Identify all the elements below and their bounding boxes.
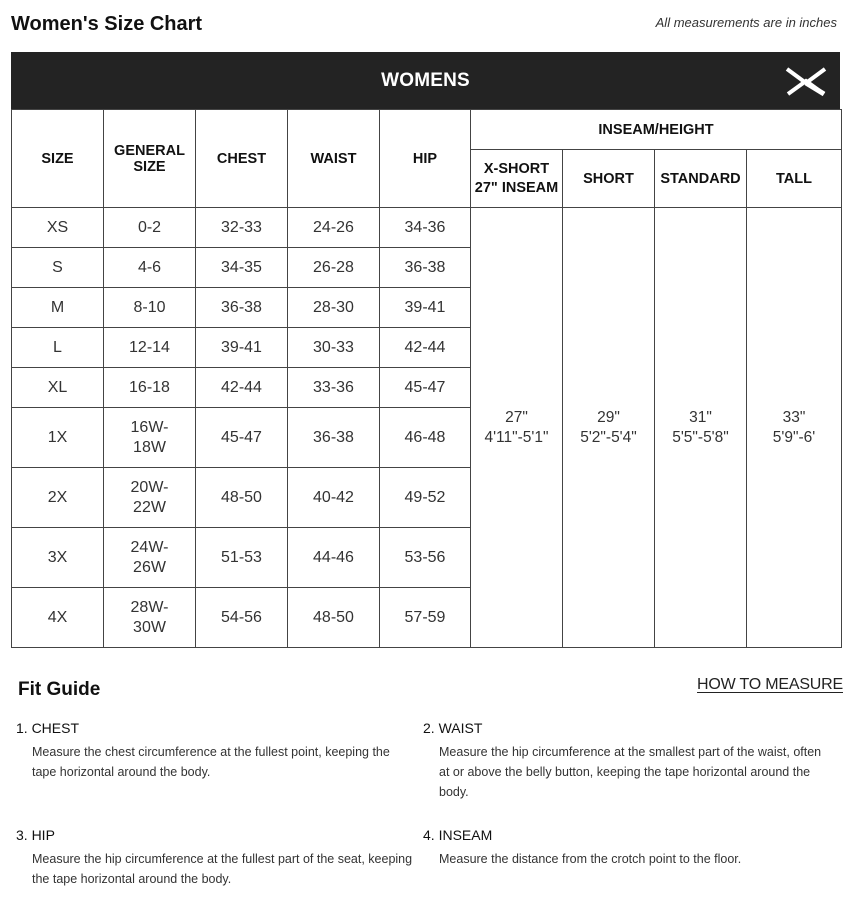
col-header-size: SIZE (12, 110, 104, 208)
units-note: All measurements are in inches (655, 15, 837, 30)
col-header-standard: STANDARD (655, 150, 747, 208)
cell-hip: 34-36 (380, 208, 471, 248)
cell-chest: 48-50 (196, 468, 288, 528)
cell-general-size: 4-6 (104, 248, 196, 288)
guide-text: Measure the distance from the crotch point to the floor. (439, 852, 742, 866)
col-header-chest: CHEST (196, 110, 288, 208)
guide-heading: 3. HIP (16, 827, 55, 843)
size-chart-table (11, 109, 842, 648)
cell-xshort-inseam-height: 27" 4'11"-5'1" (471, 208, 563, 648)
cell-size: S (12, 248, 104, 288)
col-header-hip: HIP (380, 110, 471, 208)
cell-general-size: 20W- 22W (104, 468, 196, 528)
table-row (12, 208, 842, 248)
cell-size: XL (12, 368, 104, 408)
col-header-inseam-height: INSEAM/HEIGHT (471, 110, 842, 150)
cell-size: 4X (12, 588, 104, 648)
guide-heading: 1. CHEST (16, 720, 80, 736)
cell-hip: 39-41 (380, 288, 471, 328)
cell-chest: 39-41 (196, 328, 288, 368)
cell-hip: 36-38 (380, 248, 471, 288)
brand-logo-icon (784, 65, 828, 97)
how-to-measure-link[interactable]: HOW TO MEASURE (697, 676, 843, 693)
cell-waist: 26-28 (288, 248, 380, 288)
col-header-tall: TALL (747, 150, 842, 208)
cell-waist: 28-30 (288, 288, 380, 328)
cell-general-size: 16-18 (104, 368, 196, 408)
banner-title: WOMENS (381, 70, 470, 91)
table-banner (11, 52, 840, 109)
col-header-xshort: X-SHORT 27" INSEAM (471, 150, 563, 208)
col-header-short: SHORT (563, 150, 655, 208)
cell-waist: 30-33 (288, 328, 380, 368)
cell-chest: 36-38 (196, 288, 288, 328)
fit-guide-title: Fit Guide (18, 679, 101, 700)
cell-hip: 45-47 (380, 368, 471, 408)
cell-general-size: 16W- 18W (104, 408, 196, 468)
cell-waist: 44-46 (288, 528, 380, 588)
page-title: Women's Size Chart (11, 13, 203, 35)
guide-heading: 2. WAIST (423, 720, 483, 736)
guide-item-chest (16, 720, 416, 782)
cell-hip: 53-56 (380, 528, 471, 588)
cell-waist: 24-26 (288, 208, 380, 248)
guide-text: Measure the chest circumference at the fullest point, keeping the tape horizontal around the body. (32, 745, 390, 779)
cell-chest: 32-33 (196, 208, 288, 248)
cell-chest: 54-56 (196, 588, 288, 648)
guide-item-hip (16, 827, 416, 889)
cell-chest: 42-44 (196, 368, 288, 408)
cell-waist: 33-36 (288, 368, 380, 408)
guide-heading: 4. INSEAM (423, 827, 493, 843)
cell-waist: 40-42 (288, 468, 380, 528)
cell-hip: 49-52 (380, 468, 471, 528)
cell-size: 1X (12, 408, 104, 468)
guide-item-inseam (423, 827, 823, 869)
cell-standard-inseam-height: 31" 5'5"-5'8" (655, 208, 747, 648)
cell-size: 2X (12, 468, 104, 528)
guide-text: Measure the hip circumference at the fullest part of the seat, keeping the tape horizontal around the body. (32, 852, 413, 886)
cell-chest: 45-47 (196, 408, 288, 468)
cell-general-size: 8-10 (104, 288, 196, 328)
cell-chest: 34-35 (196, 248, 288, 288)
cell-size: L (12, 328, 104, 368)
cell-waist: 48-50 (288, 588, 380, 648)
cell-tall-inseam-height: 33" 5'9"-6' (747, 208, 842, 648)
cell-hip: 46-48 (380, 408, 471, 468)
cell-hip: 42-44 (380, 328, 471, 368)
cell-size: M (12, 288, 104, 328)
cell-waist: 36-38 (288, 408, 380, 468)
cell-chest: 51-53 (196, 528, 288, 588)
cell-general-size: 0-2 (104, 208, 196, 248)
cell-general-size: 24W- 26W (104, 528, 196, 588)
cell-general-size: 12-14 (104, 328, 196, 368)
col-header-waist: WAIST (288, 110, 380, 208)
col-header-general-size: GENERAL SIZE (104, 110, 196, 208)
guide-text: Measure the hip circumference at the smallest part of the waist, often at or above the belly button, keeping the tape horizontal around the body. (439, 745, 822, 799)
cell-size: 3X (12, 528, 104, 588)
cell-general-size: 28W- 30W (104, 588, 196, 648)
cell-hip: 57-59 (380, 588, 471, 648)
guide-item-waist (423, 720, 823, 802)
cell-short-inseam-height: 29" 5'2"-5'4" (563, 208, 655, 648)
cell-size: XS (12, 208, 104, 248)
